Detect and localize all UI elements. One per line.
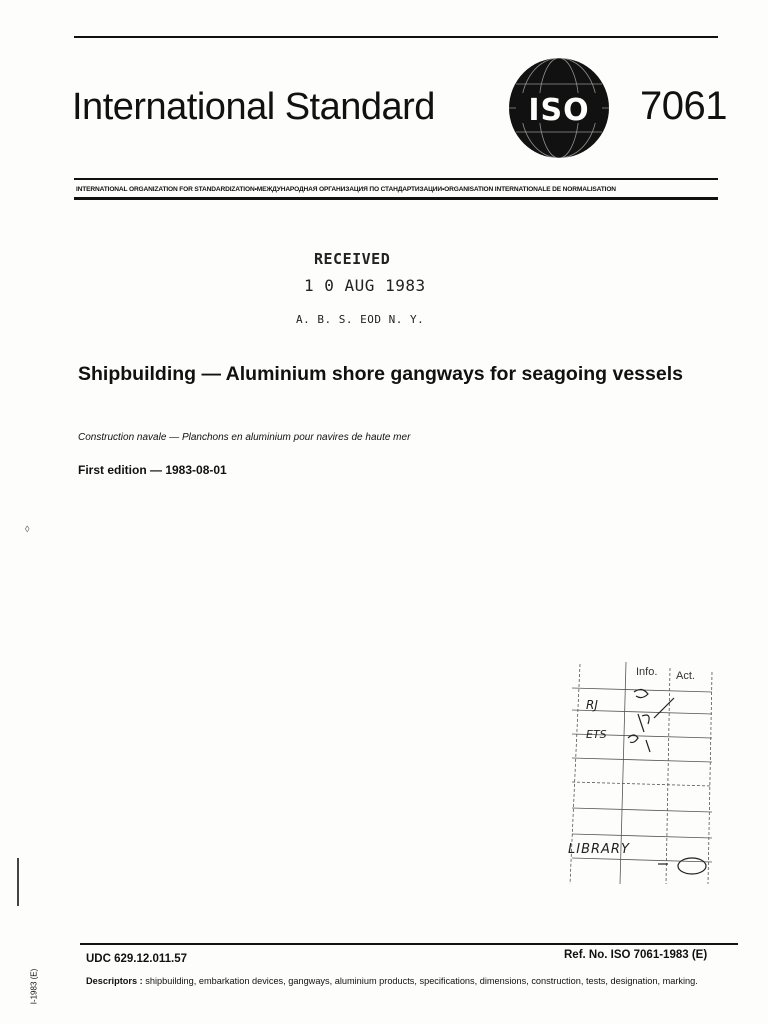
header-rule-lower (74, 197, 718, 200)
document-title: Shipbuilding — Aluminium shore gangways for seagoing vessels (78, 363, 683, 385)
handwritten-initials-ets: ETS (586, 728, 607, 741)
french-title: Construction navale — Planchons en aluminium pour navires de haute mer (78, 432, 411, 443)
margin-mark: ◊ (25, 524, 30, 534)
received-stamp: RECEIVED (314, 250, 391, 268)
reference-number: Ref. No. ISO 7061-1983 (E) (564, 949, 708, 961)
header-rule-upper (74, 178, 718, 180)
handwritten-initials-rj: RJ (586, 698, 598, 712)
header-title: International Standard (72, 86, 435, 128)
iso-logo (506, 56, 612, 160)
routing-slip (562, 658, 718, 890)
routing-header-act: Act. (676, 670, 695, 682)
descriptors-label: Descriptors : (86, 976, 143, 986)
side-code-text: I-1983 (E) (29, 968, 39, 1005)
margin-strip (17, 858, 19, 906)
footer-rule (80, 943, 738, 945)
side-code (29, 960, 50, 1020)
descriptors (86, 975, 746, 988)
udc-number: UDC 629.12.011.57 (86, 953, 188, 965)
standard-number: 7061 (640, 84, 727, 128)
received-place: A. B. S. EOD N. Y. (296, 313, 425, 326)
received-date: 1 0 AUG 1983 (304, 276, 426, 295)
handwritten-library: LIBRARY (568, 842, 630, 857)
routing-header-info: Info. (636, 666, 658, 678)
edition-line: First edition — 1983-08-01 (78, 463, 227, 477)
descriptors-text: shipbuilding, embarkation devices, gangways, aluminium products, specifications, dimensions, construction, tests, designation, marking. (145, 976, 698, 986)
iso-logo-text: ISO (528, 93, 590, 128)
organization-line: INTERNATIONAL ORGANIZATION FOR STANDARDIZATION•МЕЖДУНАРОДНАЯ ОРГАНИЗАЦИЯ ПО СТАНДАРТИЗАЦИИ•ORGANISATION INTERNATIONALE DE NORMALISATION (76, 186, 616, 193)
top-rule (74, 36, 718, 38)
